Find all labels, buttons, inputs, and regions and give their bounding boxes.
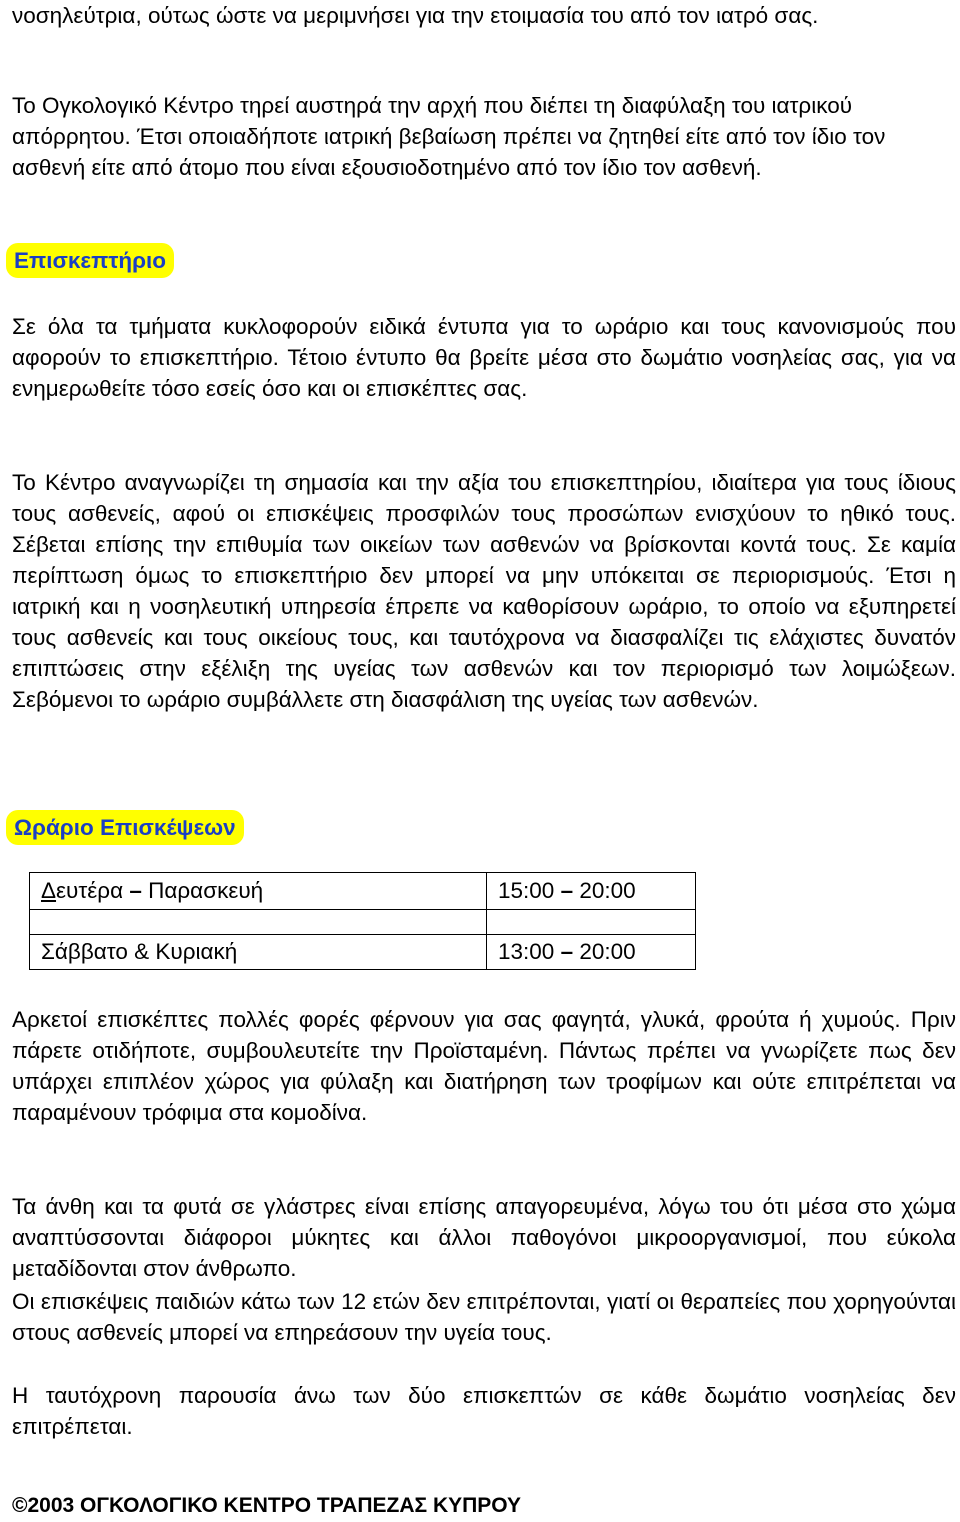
days-initial: Δ — [41, 878, 57, 903]
rules-paragraph-flowers: Τα άνθη και τα φυτά σε γλάστρες είναι επίσης απαγορευμένα, λόγω του ότι μέσα στο χώμα αναπτύσσονται διάφοροι μύκητες και άλλοι παθογόνοι μικροοργανισμοί, που εύκολα μεταδίδονται στον άνθρωπο. — [12, 1194, 956, 1281]
days-start: ευτέρα — [56, 878, 124, 903]
table-spacer-row — [30, 910, 696, 935]
time-start: 13:00 — [498, 939, 555, 964]
table-row — [30, 873, 696, 910]
time-end: 20:00 — [579, 939, 636, 964]
time-start: 15:00 — [498, 878, 555, 903]
days-dash: – — [129, 878, 142, 903]
intro-paragraph-1: νοσηλεύτρια, ούτως ώστε να μεριμνήσει για την ετοιμασία του από τον ιατρό σας. — [12, 3, 819, 28]
visiting-heading: Επισκεπτήριο — [6, 243, 174, 278]
empty-cell — [487, 910, 696, 935]
days-cell — [30, 873, 487, 910]
visiting-paragraph-1: Σε όλα τα τμήματα κυκλοφορούν ειδικά έντυπα για το ωράριο και τους κανονισμούς που αφορούν το επισκεπτήριο. Τέτοιο έντυπο θα βρείτε μέσα στο δωμάτιο νοσηλείας σας, για να ενημερωθείτε τόσο εσείς όσο και οι επισκέπτες σας. — [12, 314, 956, 401]
days-cell: Σάββατο & Κυριακή — [30, 935, 487, 970]
intro-paragraph-2: Το Ογκολογικό Κέντρο τηρεί αυστηρά την αρχή που διέπει τη διαφύλαξη του ιατρικού απόρρητου. Έτσι οποιαδήποτε ιατρική βεβαίωση πρέπει να ζητηθεί είτε από τον ίδιο τον ασθενή είτε από άτομο που είναι εξουσιοδοτημένο από τον ίδιο τον ασθενή. — [12, 93, 886, 180]
rules-paragraph-food: Αρκετοί επισκέπτες πολλές φορές φέρνουν για σας φαγητά, γλυκά, φρούτα ή χυμούς. Πριν πάρετε οτιδήποτε, συμβουλευτείτε την Προϊσταμένη. Πάντως πρέπει να γνωρίζετε πως δεν υπάρχει επιπλέον χώρος για φύλαξη και διατήρηση των τροφίμων και ούτε επιτρέπεται να παραμένουν τρόφιμα στα κομοδίνα. — [12, 1007, 956, 1125]
time-cell — [487, 873, 696, 910]
days-end: Παρασκευή — [141, 878, 264, 903]
table-row — [30, 935, 696, 970]
rules-paragraph-visitors: Η ταυτόχρονη παρουσία άνω των δύο επισκεπτών σε κάθε δωμάτιο νοσηλείας δεν επιτρέπεται. — [12, 1383, 956, 1439]
time-dash: – — [560, 878, 574, 903]
schedule-heading: Ωράριο Επισκέψεων — [6, 810, 244, 845]
footer-copyright: ©2003 ΟΓΚΟΛΟΓΙΚΟ ΚΕΝΤΡΟ ΤΡΑΠΕΖΑΣ ΚΥΠΡΟΥ — [12, 1494, 522, 1517]
empty-cell — [30, 910, 487, 935]
visiting-hours-table — [29, 872, 696, 970]
rules-paragraph-children: Οι επισκέψεις παιδιών κάτω των 12 ετών δεν επιτρέπονται, γιατί οι θεραπείες που χορηγούνται στους ασθενείς μπορεί να επηρεάσουν την υγεία τους. — [12, 1289, 956, 1345]
visiting-paragraph-2: Το Κέντρο αναγνωρίζει τη σημασία και την αξία του επισκεπτηρίου, ιδιαίτερα για τους ίδιους τους ασθενείς, αφού οι επισκέψεις προσφιλών τους προσώπων ενισχύουν το ηθικό τους. Σέβεται επίσης την επιθυμία των οικείων των ασθενών να βρίσκονται κοντά τους. Σε καμία περίπτωση όμως το επισκεπτήριο δεν μπορεί να μην υπόκειται σε περιορισμούς. Έτσι η ιατρική και η νοσηλευτική υπηρεσία έπρεπε να καθορίσουν ωράριο, το οποίο να εξυπηρετεί τους ασθενείς και τους οικείους τους, και ταυτόχρονα να διασφαλίζει τις ελάχιστες δυνατόν επιπτώσεις στην εξέλιξη της υγείας των ασθενών και τον περιορισμό των λοιμώξεων. Σεβόμενοι το ωράριο συμβάλλετε στη διασφάλιση της υγείας των ασθενών. — [12, 470, 956, 712]
time-cell — [487, 935, 696, 970]
time-end: 20:00 — [579, 878, 636, 903]
time-dash: – — [560, 939, 574, 964]
